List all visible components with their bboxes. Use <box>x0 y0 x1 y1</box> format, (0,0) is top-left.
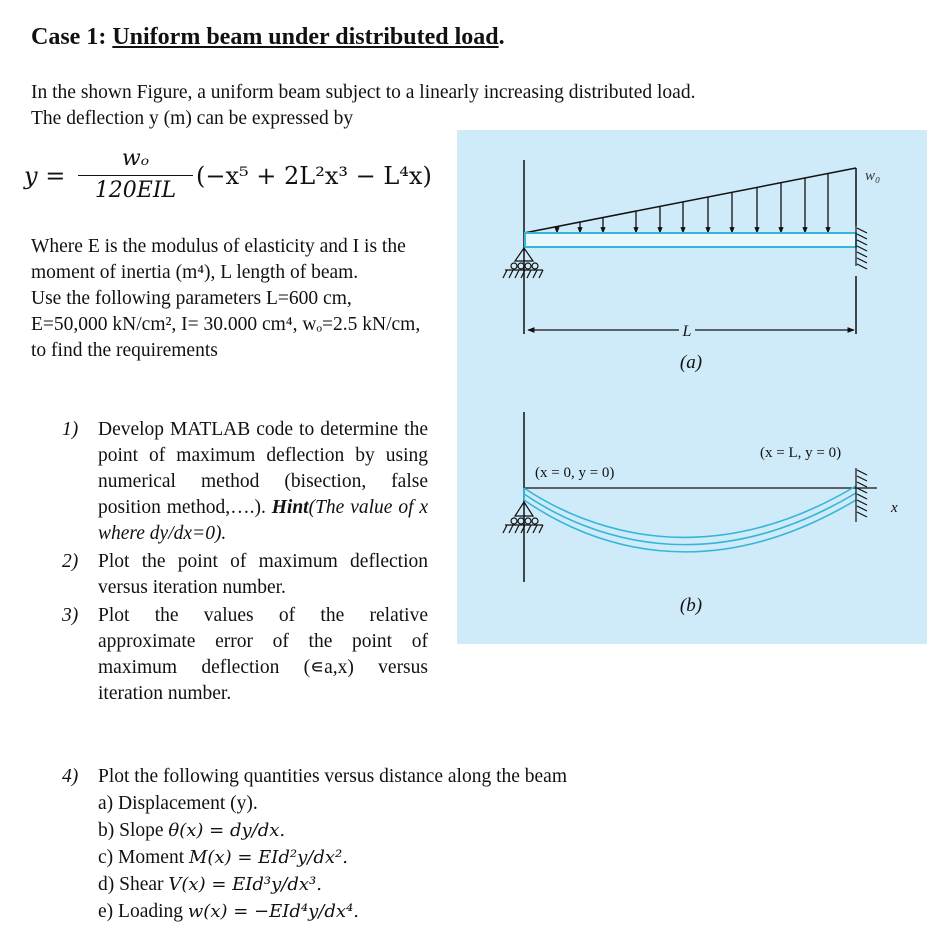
requirement-1 <box>60 417 428 547</box>
hint-label: Hint <box>271 497 309 518</box>
sub-label: d) <box>98 874 115 895</box>
x-axis-label: x <box>891 500 898 516</box>
sub-label: a) <box>98 793 114 814</box>
sub-math: w(x) = −EId⁴y/dx⁴. <box>187 901 359 922</box>
equation-lhs: y = <box>24 162 66 190</box>
equation-numerator: wₒ <box>121 146 150 171</box>
page-heading <box>31 24 505 51</box>
sub-math: V(x) = EId³y/dx³. <box>168 874 322 895</box>
requirement-2 <box>60 549 428 601</box>
requirement-text: Plot the values of the relative approximate error of the point of maximum deflection (∊a,x) versus iteration number. <box>98 605 428 704</box>
intro-text <box>31 80 821 132</box>
sub-item-c <box>60 844 700 871</box>
pin-support-b <box>503 502 543 533</box>
beam <box>525 233 856 247</box>
left-boundary-label: (x = 0, y = 0) <box>535 465 615 481</box>
requirements-list <box>60 417 428 709</box>
load-label: w₀ <box>865 168 881 184</box>
heading-title: Uniform beam under distributed load <box>112 24 499 50</box>
right-boundary-label: (x = L, y = 0) <box>760 445 842 461</box>
sub-item-a <box>60 790 700 817</box>
sub-label: e) <box>98 901 114 922</box>
requirement-number: 1) <box>62 419 79 440</box>
sub-item-e <box>60 898 700 925</box>
deflection-equation <box>24 146 444 216</box>
intro-line-1: In the shown Figure, a uniform beam subject to a linearly increasing distributed load. <box>31 82 696 103</box>
figure-b <box>503 412 898 616</box>
pin-support-a <box>503 248 543 278</box>
sub-text: Loading <box>118 901 188 922</box>
caption-a: (a) <box>679 352 703 373</box>
equation-denominator: 120EIL <box>94 178 177 203</box>
description-parameters: Use the following parameters L=600 cm, E=50,000 kN/cm², I= 30.000 cm⁴, wₒ=2.5 kN/cm, to find the requirements <box>31 288 421 361</box>
fraction-bar <box>78 175 193 176</box>
sub-text: Displacement (y). <box>118 793 258 814</box>
requirement-3 <box>60 603 428 707</box>
description <box>31 234 431 364</box>
beam-figure <box>457 130 927 644</box>
equation-rhs: (−x⁵ + 2L²x³ − L⁴x) <box>196 162 432 190</box>
requirement-text: Plot the point of maximum deflection versus iteration number. <box>98 551 428 598</box>
sub-math: M(x) = EId²y/dx². <box>189 847 348 868</box>
hint-text: (The value of x where dy/dx=0). <box>98 497 429 544</box>
equation-fraction <box>78 146 193 203</box>
requirement-text: Develop MATLAB code to determine the point of maximum deflection by using numerical method (bisection, false position method,….). <box>98 419 428 518</box>
heading-suffix: . <box>498 24 505 50</box>
load-profile <box>524 168 856 233</box>
requirement-number: 4) <box>62 766 79 787</box>
sub-text: Slope <box>119 820 169 841</box>
requirement-number: 3) <box>62 605 79 626</box>
sub-item-d <box>60 871 700 898</box>
requirement-4 <box>60 763 700 925</box>
requirement-number: 2) <box>62 551 79 572</box>
fixed-wall-a <box>856 226 867 269</box>
sub-text: Shear <box>119 874 169 895</box>
fixed-wall-b <box>856 468 867 522</box>
sub-label: c) <box>98 847 114 868</box>
sub-label: b) <box>98 820 115 841</box>
sub-math: θ(x) = dy/dx. <box>168 820 286 841</box>
sub-item-b <box>60 817 700 844</box>
intro-line-2: The deflection y (m) can be expressed by <box>31 108 354 129</box>
deflected-beam <box>524 486 856 552</box>
sub-text: Moment <box>118 847 189 868</box>
beam-figure-svg <box>457 130 927 644</box>
figure-a <box>503 160 880 373</box>
length-label: L <box>682 323 692 340</box>
requirement-text: Plot the following quantities versus distance along the beam <box>98 766 567 787</box>
caption-b: (b) <box>679 595 703 616</box>
heading-prefix: Case 1: <box>31 24 113 50</box>
description-variables: Where E is the modulus of elasticity and I is the moment of inertia (m⁴), L length of beam. <box>31 236 406 283</box>
